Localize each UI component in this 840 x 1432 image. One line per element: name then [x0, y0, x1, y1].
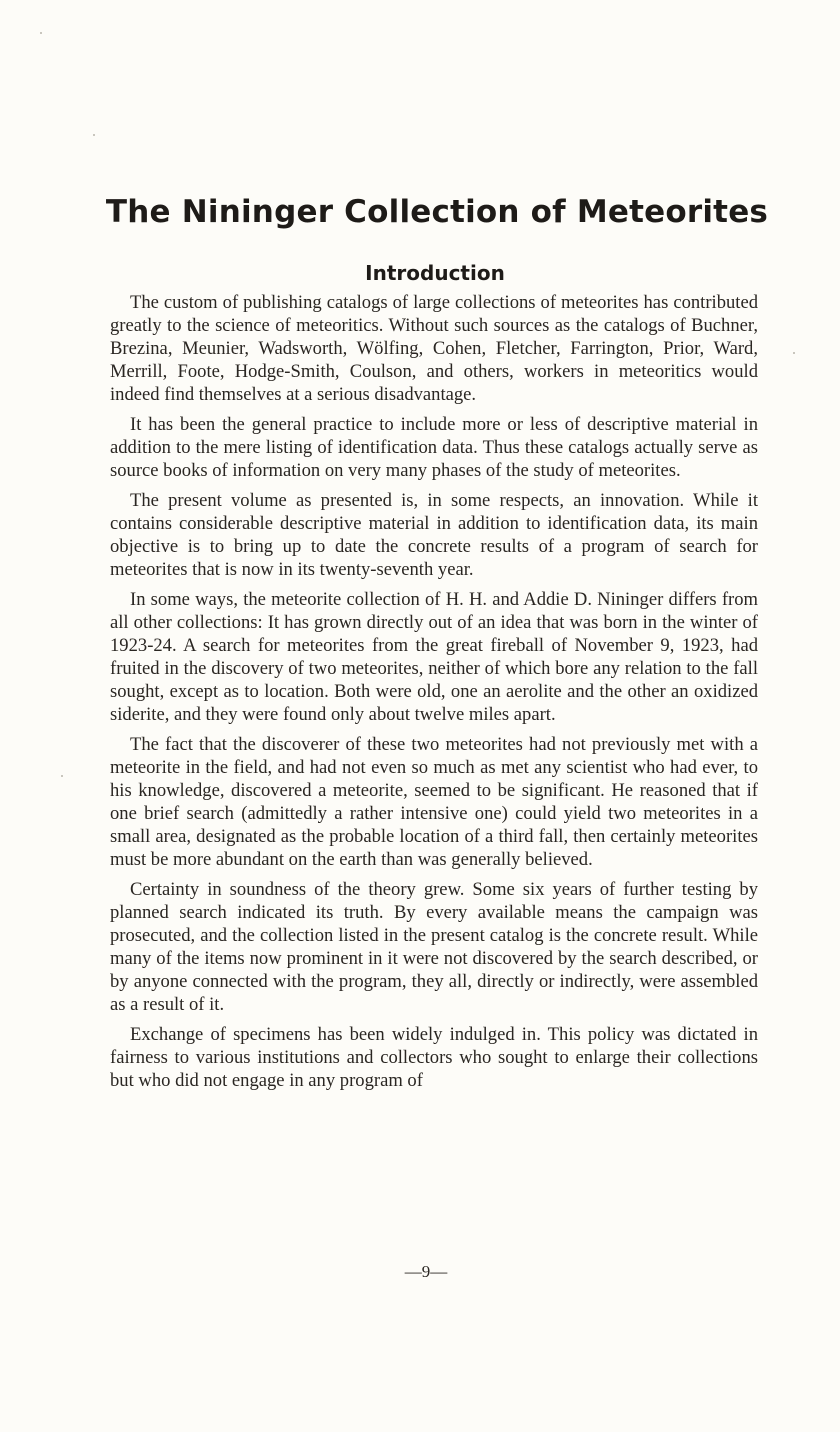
paper-speck — [61, 775, 63, 777]
paper-speck — [93, 134, 95, 136]
section-heading: Introduction — [365, 261, 505, 285]
paragraph: In some ways, the meteorite collection of H. H. and Addie D. Nininger differs from all other collections: It has grown directly out of an idea that was born in the winter of 1923-24. A search for meteorites from the great fireball of November 9, 1923, had fruited in the discovery of two meteorites, neither of which bore any relation to the fall sought, except as to location. Both were old, one an aerolite and the other an oxidized siderite, and they were found only about twelve miles apart. — [110, 589, 758, 725]
paper-speck — [793, 352, 795, 354]
body-text — [110, 291, 758, 1099]
page-number: —9— — [404, 1262, 448, 1281]
paragraph: Certainty in soundness of the theory grew. Some six years of further testing by planned search indicated its truth. By every available means the campaign was prosecuted, and the collection listed in the present catalog is the concrete result. While many of the items now prominent in it were not discovered by the search described, or by anyone connected with the program, they all, directly or indirectly, were assembled as a result of it. — [110, 879, 758, 1015]
paragraph: The fact that the discoverer of these two meteorites had not previously met with a meteorite in the field, and had not even so much as met any scientist who had ever, to his knowledge, discovered a meteorite, seemed to be significant. He reasoned that if one brief search (admittedly a rather intensive one) could yield two meteorites in a small area, designated as the probable location of a third fall, then certainly meteorites must be more abundant on the earth than was generally believed. — [110, 734, 758, 870]
document-title: The Nininger Collection of Meteorites — [105, 194, 769, 230]
paragraph: The custom of publishing catalogs of large collections of meteorites has contributed greatly to the science of meteoritics. Without such sources as the catalogs of Buchner, Brezina, Meunier, Wadsworth, Wölfing, Cohen, Fletcher, Farrington, Prior, Ward, Merrill, Foote, Hodge-Smith, Coulson, and others, workers in meteoritics would indeed find themselves at a serious disadvantage. — [110, 292, 758, 405]
paper-speck — [40, 32, 42, 34]
paragraph: Exchange of specimens has been widely indulged in. This policy was dictated in fairness to various institutions and collectors who sought to enlarge their collections but who did not engage in any program of — [110, 1024, 758, 1091]
paragraph: It has been the general practice to include more or less of descriptive material in addition to the mere listing of identification data. Thus these catalogs actually serve as source books of information on very many phases of the study of meteorites. — [110, 414, 758, 481]
paragraph: The present volume as presented is, in some respects, an innovation. While it contains considerable descriptive material in addition to identification data, its main objective is to bring up to date the concrete results of a program of search for meteorites that is now in its twenty-seventh year. — [110, 490, 758, 580]
